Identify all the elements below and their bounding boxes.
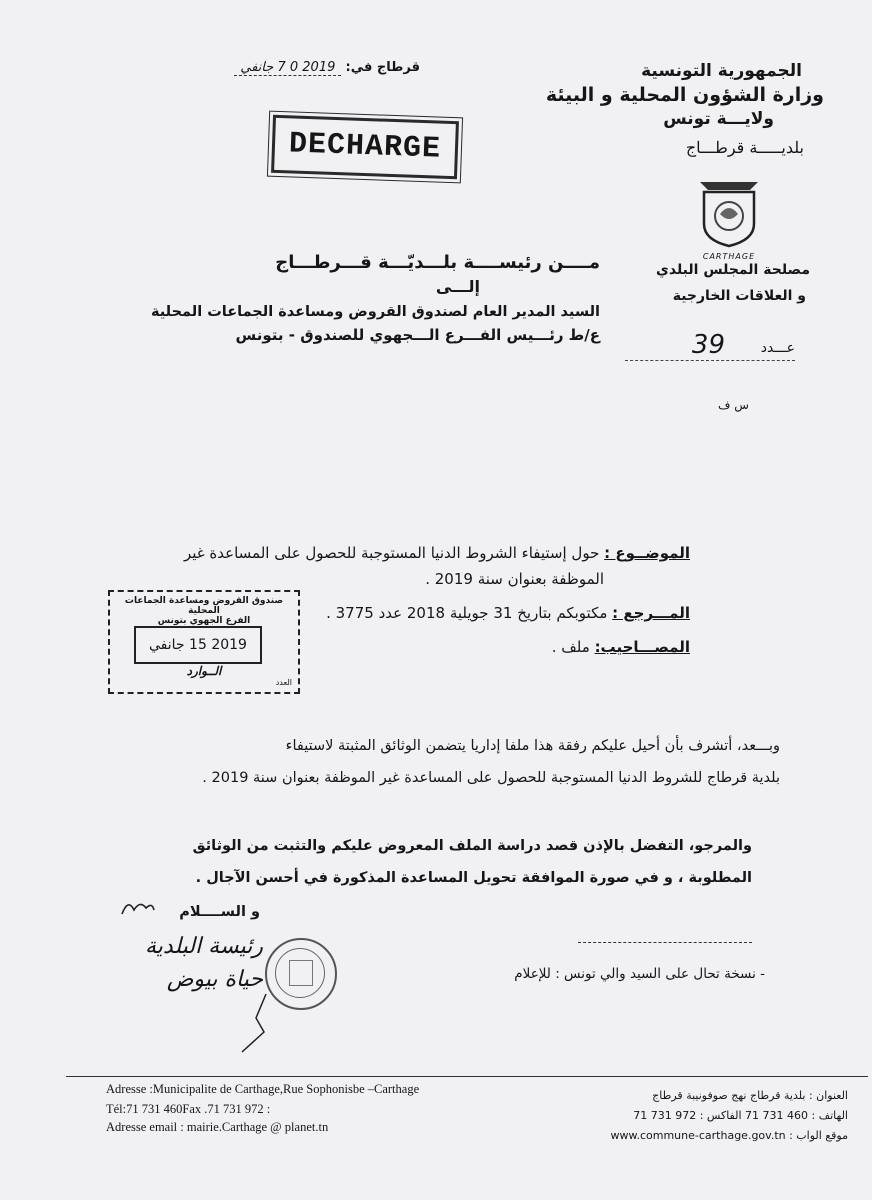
attachments-line (400, 638, 690, 656)
letterhead (524, 60, 824, 157)
governorate-title: ولايـــة تونس (663, 109, 774, 129)
received-stamp-org: صندوق القروض ومساعدة الجماعات المحلية (124, 596, 284, 616)
from-line: مــــن رئيســــة بلـــديّـــة قـــرطـــاج (275, 252, 600, 273)
copy-note: - نسخة تحال على السيد والي تونس : للإعلام (514, 966, 765, 982)
body-paragraph-2 (112, 838, 752, 886)
footer-tel-ar: الهاتف : 460 731 71 الفاكس : 972 731 71 (633, 1109, 848, 1122)
footer-tel-fr: Tél:71 731 460Fax .71 731 972 : (106, 1102, 271, 1116)
closing-line: و الســــلام (179, 904, 260, 920)
footer-ar (500, 1086, 848, 1146)
municipality-title: بلديـــــة قرطـــاج (685, 138, 804, 157)
number-value: 39 (691, 330, 725, 360)
to-line: إلـــى (435, 277, 480, 296)
signature-stroke (236, 992, 276, 1058)
copy-note-rule (578, 942, 752, 943)
footer-address-fr: Adresse :Municipalite de Carthage,Rue Sophonisbe –Carthage (106, 1082, 420, 1096)
footer-email-fr: Adresse email : mairie.Carthage @ planet.tn (106, 1120, 329, 1134)
date-line (180, 60, 420, 75)
carthage-logo (690, 178, 768, 261)
department-line2: و العلاقات الخارجية (672, 288, 806, 304)
body-p1-line1: وبـــعد، أتشرف بأن أحيل عليكم رفقة هذا ملفا إداريا يتضمن الوثائق المثبتة لاستيفاء (285, 738, 780, 754)
reference-label: المـــرجع : (612, 604, 690, 622)
subject-text1: حول إستيفاء الشروط الدنيا المستوجبة للحصول على المساعدة غير (184, 544, 600, 562)
attachments-label: المصـــاحيب: (594, 638, 690, 656)
date-label: قرطاج في: (345, 60, 420, 75)
number-label: عـــدد (760, 340, 795, 356)
received-stamp-word: الــوارد (186, 664, 222, 678)
signature-name: حياة بيوض (166, 967, 263, 992)
number-ref: س ف (718, 398, 749, 412)
subject-text2: الموظفة بعنوان سنة 2019 . (425, 570, 604, 588)
signature-title: رئيسة البلدية (144, 934, 263, 959)
received-stamp-num: العدد (275, 678, 292, 687)
received-stamp-datebox (134, 626, 262, 664)
date-value: 2019 0 7 جانفي (234, 60, 341, 76)
attachments-text: ملف . (551, 638, 590, 656)
received-stamp (108, 590, 300, 694)
body-p2-line2: المطلوبة ، و في صورة الموافقة تحويل المساعدة المذكورة في أحسن الآجال . (195, 870, 752, 886)
footer-fr (106, 1080, 486, 1136)
reference-text: مكتوبكم بتاريخ 31 جويلية 2018 عدد 3775 . (326, 604, 608, 622)
closing-flourish (118, 896, 158, 922)
signature-block (128, 934, 263, 992)
department-line1: مصلحة المجلس البلدي (656, 262, 810, 278)
body-paragraph-1 (90, 738, 780, 786)
reference-line (300, 604, 690, 622)
body-p1-line2: بلدية قرطاج للشروط الدنيا المستوجبة للحصول على المساعدة غير الموظفة بعنوان سنة 2019 . (202, 770, 780, 786)
footer-divider (66, 1076, 868, 1077)
ministry-title: وزارة الشؤون المحلية و البيئة (545, 84, 824, 106)
republic-title: الجمهورية التونسية (641, 61, 802, 81)
subject-block (120, 544, 690, 588)
subject-label: الموضــوع : (604, 544, 690, 562)
footer-address-ar: العنوان : بلدية قرطاج نهج صوفونيبة قرطاج (652, 1089, 848, 1102)
address-block (140, 252, 600, 344)
body-p2-line1: والمرجو، التفضل بالإذن قصد دراسة الملف المعروض عليكم والتثبت من الوثائق (192, 838, 752, 854)
number-line (625, 330, 795, 361)
received-stamp-date: 2019 15 جانفي (149, 637, 247, 653)
received-stamp-branch: الفرع الجهوي بتونس (157, 616, 251, 626)
footer-web-ar: موقع الواب : www.commune-carthage.gov.tn (610, 1129, 848, 1142)
recipient-line2: ع/ط رئـــيس الفـــرع الـــجهوي للصندوق - بتونس (235, 326, 600, 344)
decharge-stamp: DECHARGE (271, 115, 459, 179)
recipient-line1: السيد المدير العام لصندوق القروض ومساعدة الجماعات المحلية (150, 304, 600, 320)
logo-text: CARTHAGE (702, 252, 756, 261)
department (610, 262, 810, 304)
